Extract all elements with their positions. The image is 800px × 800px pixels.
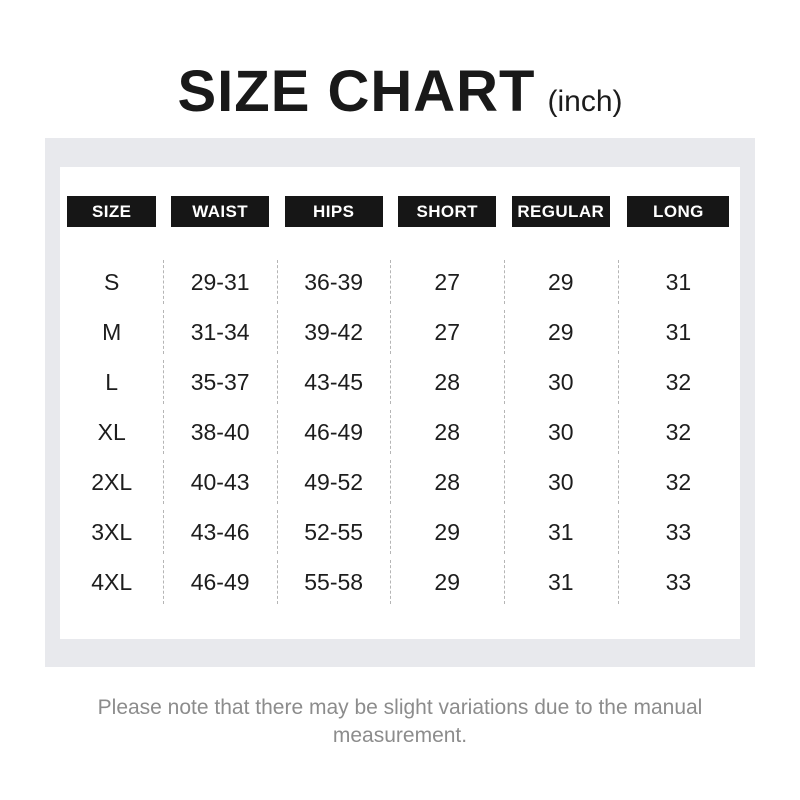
measurement-cell: 52-55 [277,507,391,557]
measurement-cell: 39-42 [277,307,391,357]
measurement-cell: 31 [504,557,618,607]
title-unit-label: (inch) [547,85,623,118]
measurement-cell: 30 [504,357,618,407]
measurement-cell: 32 [618,407,740,457]
size-label-cell: XL [97,418,126,445]
table-row [60,357,740,407]
header-chip: SHORT [398,196,496,227]
size-label-cell: S [104,268,120,295]
measurement-cell: 29 [504,257,618,307]
table-row [60,457,740,507]
measurement-cell: 36-39 [277,257,391,307]
measurement-cell: 43-46 [163,507,277,557]
measurement-cell: 43-45 [277,357,391,407]
measurement-cell: 32 [618,357,740,407]
header-chip: SIZE [67,196,156,227]
page-title [0,59,800,124]
header-chip: WAIST [171,196,269,227]
header-cell-short [390,196,504,227]
size-label-cell: 3XL [91,518,133,545]
header-cell-waist [163,196,277,227]
measurement-cell: 29-31 [163,257,277,307]
measurement-cell: 28 [390,407,504,457]
table-row [60,307,740,357]
measurement-cell: 31 [618,307,740,357]
header-cell-size [60,196,163,227]
size-label-cell: 2XL [91,468,133,495]
header-chip: LONG [627,196,729,227]
measurement-cell: 46-49 [277,407,391,457]
measurement-cell: 46-49 [163,557,277,607]
measurement-cell: 29 [390,557,504,607]
title-text: SIZE CHART [177,59,536,124]
header-cell-long [618,196,740,227]
table-row [60,557,740,607]
measurement-note: Please note that there may be slight variations due to the manual measurement. [97,696,703,747]
measurement-cell: 31 [504,507,618,557]
measurement-cell: 40-43 [163,457,277,507]
measurement-cell: 35-37 [163,357,277,407]
header-cell-regular [504,196,618,227]
size-label-cell: L [105,368,119,395]
measurement-cell: 31 [618,257,740,307]
measurement-cell: 33 [618,557,740,607]
table-row [60,257,740,307]
measurement-cell: 29 [390,507,504,557]
size-label-cell: 4XL [91,568,133,595]
measurement-cell: 30 [504,457,618,507]
measurement-cell: 30 [504,407,618,457]
measurement-cell: 27 [390,257,504,307]
table-body [60,257,740,607]
measurement-cell: 31-34 [163,307,277,357]
size-label-cell: M [102,318,122,345]
measurement-cell: 29 [504,307,618,357]
measurement-cell: 33 [618,507,740,557]
table-row [60,407,740,457]
measurement-cell: 55-58 [277,557,391,607]
table-frame [45,138,755,667]
measurement-cell: 27 [390,307,504,357]
size-table-card [60,167,740,639]
header-chip: REGULAR [512,196,610,227]
header-chip: HIPS [285,196,383,227]
measurement-cell: 28 [390,357,504,407]
measurement-cell: 38-40 [163,407,277,457]
measurement-cell: 32 [618,457,740,507]
table-header-row [60,196,740,227]
measurement-cell: 49-52 [277,457,391,507]
measurement-cell: 28 [390,457,504,507]
table-row [60,507,740,557]
header-cell-hips [277,196,391,227]
